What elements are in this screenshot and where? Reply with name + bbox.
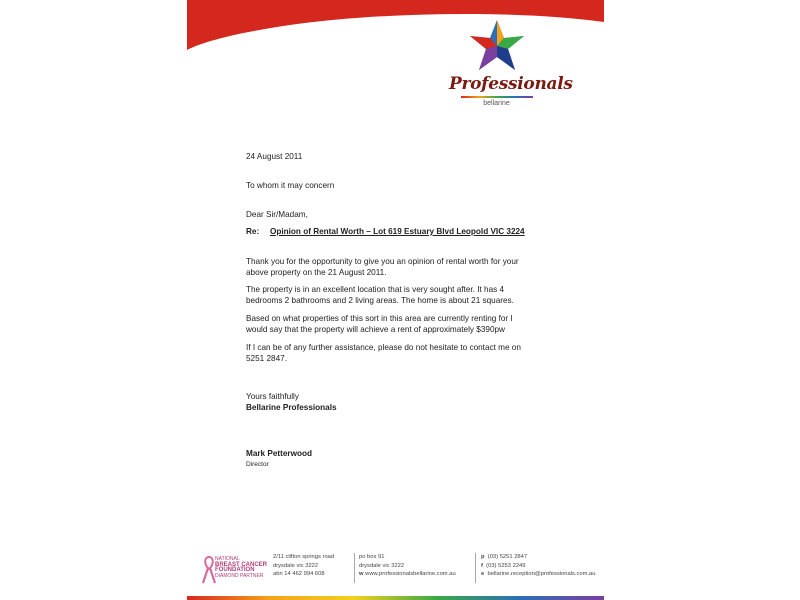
email-label: e [481,571,485,577]
closing: Yours faithfully [246,392,299,401]
bcf-line-3: FOUNDATION [215,567,255,574]
brand-name: Professionals [449,74,573,94]
star-logo-icon [467,18,527,74]
rainbow-footer-strip [187,596,604,600]
phone [481,553,596,562]
company-name: Bellarine Professionals [246,403,337,412]
fax-label: f [481,562,483,569]
subject-prefix: Re: [246,227,260,236]
address-line-2: drysdale vic 3222 [273,562,319,569]
breast-cancer-foundation-logo [215,557,267,579]
paragraph-4-line-1: If I can be of any further assistance, please do not hesitate to contact me on [246,343,521,352]
footer-divider [475,553,476,583]
web-label: w [359,571,364,577]
letter-salutation: Dear Sir/Madam, [246,210,308,219]
paragraph-1-line-2: above property on the 21 August 2011. [246,268,387,277]
website-link[interactable]: www.professionalsbellarine.com.au [365,571,456,577]
address-line-1: 2/11 clifton springs road [273,554,335,560]
footer-contact [481,553,596,579]
email-link[interactable]: bellarine.reception@professionals.com.au [487,571,596,577]
bcf-line-1: NATIONAL [215,556,240,562]
brand-rainbow-underline [461,96,533,98]
pink-ribbon-icon [202,556,216,584]
letter-subject [246,227,525,238]
bcf-line-4: DIAMOND PARTNER [215,572,264,579]
phone-label: p [481,554,485,560]
paragraph-3-line-1: Based on what properties of this sort in this area are currently renting for I [246,314,513,323]
paragraph-2-line-2: bedrooms 2 bathrooms and 2 living areas. The home is about 21 squares. [246,296,514,305]
po-box: po box 91 [359,554,385,560]
bcf-line-2: BREAST CANCER [215,561,268,568]
letter-recipient: To whom it may concern [246,181,335,190]
brand-branch: bellarine [483,100,510,107]
website[interactable] [359,570,456,579]
footer-address [273,553,334,579]
phone-number: (03) 5251 2847 [487,554,528,560]
po-suburb: drysdale vic 3222 [359,562,405,569]
letter-page [187,0,604,600]
email[interactable] [481,570,596,579]
fax [481,562,596,571]
footer-divider [354,553,355,583]
paragraph-1-line-1: Thank you for the opportunity to give you an opinion of rental worth for your [246,257,519,266]
signer-title: Director [246,461,269,468]
fax-number: (03) 5253 2249 [486,562,526,569]
abn: abn 14 462 994 608 [273,571,325,577]
signer-name: Mark Petterwood [246,449,312,458]
professionals-logo [449,18,573,108]
paragraph-2-line-1: The property is in an excellent location that is very sought after. It has 4 [246,285,505,294]
paragraph-4-line-2: 5251 2847. [246,354,287,363]
subject-text: Opinion of Rental Worth – Lot 619 Estuary Blvd Leopold VIC 3224 [270,227,525,236]
letter-date: 24 August 2011 [246,152,303,161]
paragraph-3-line-2: would say that the property will achieve a rent of approximately $390pw [246,325,505,334]
footer-postal [359,553,456,579]
